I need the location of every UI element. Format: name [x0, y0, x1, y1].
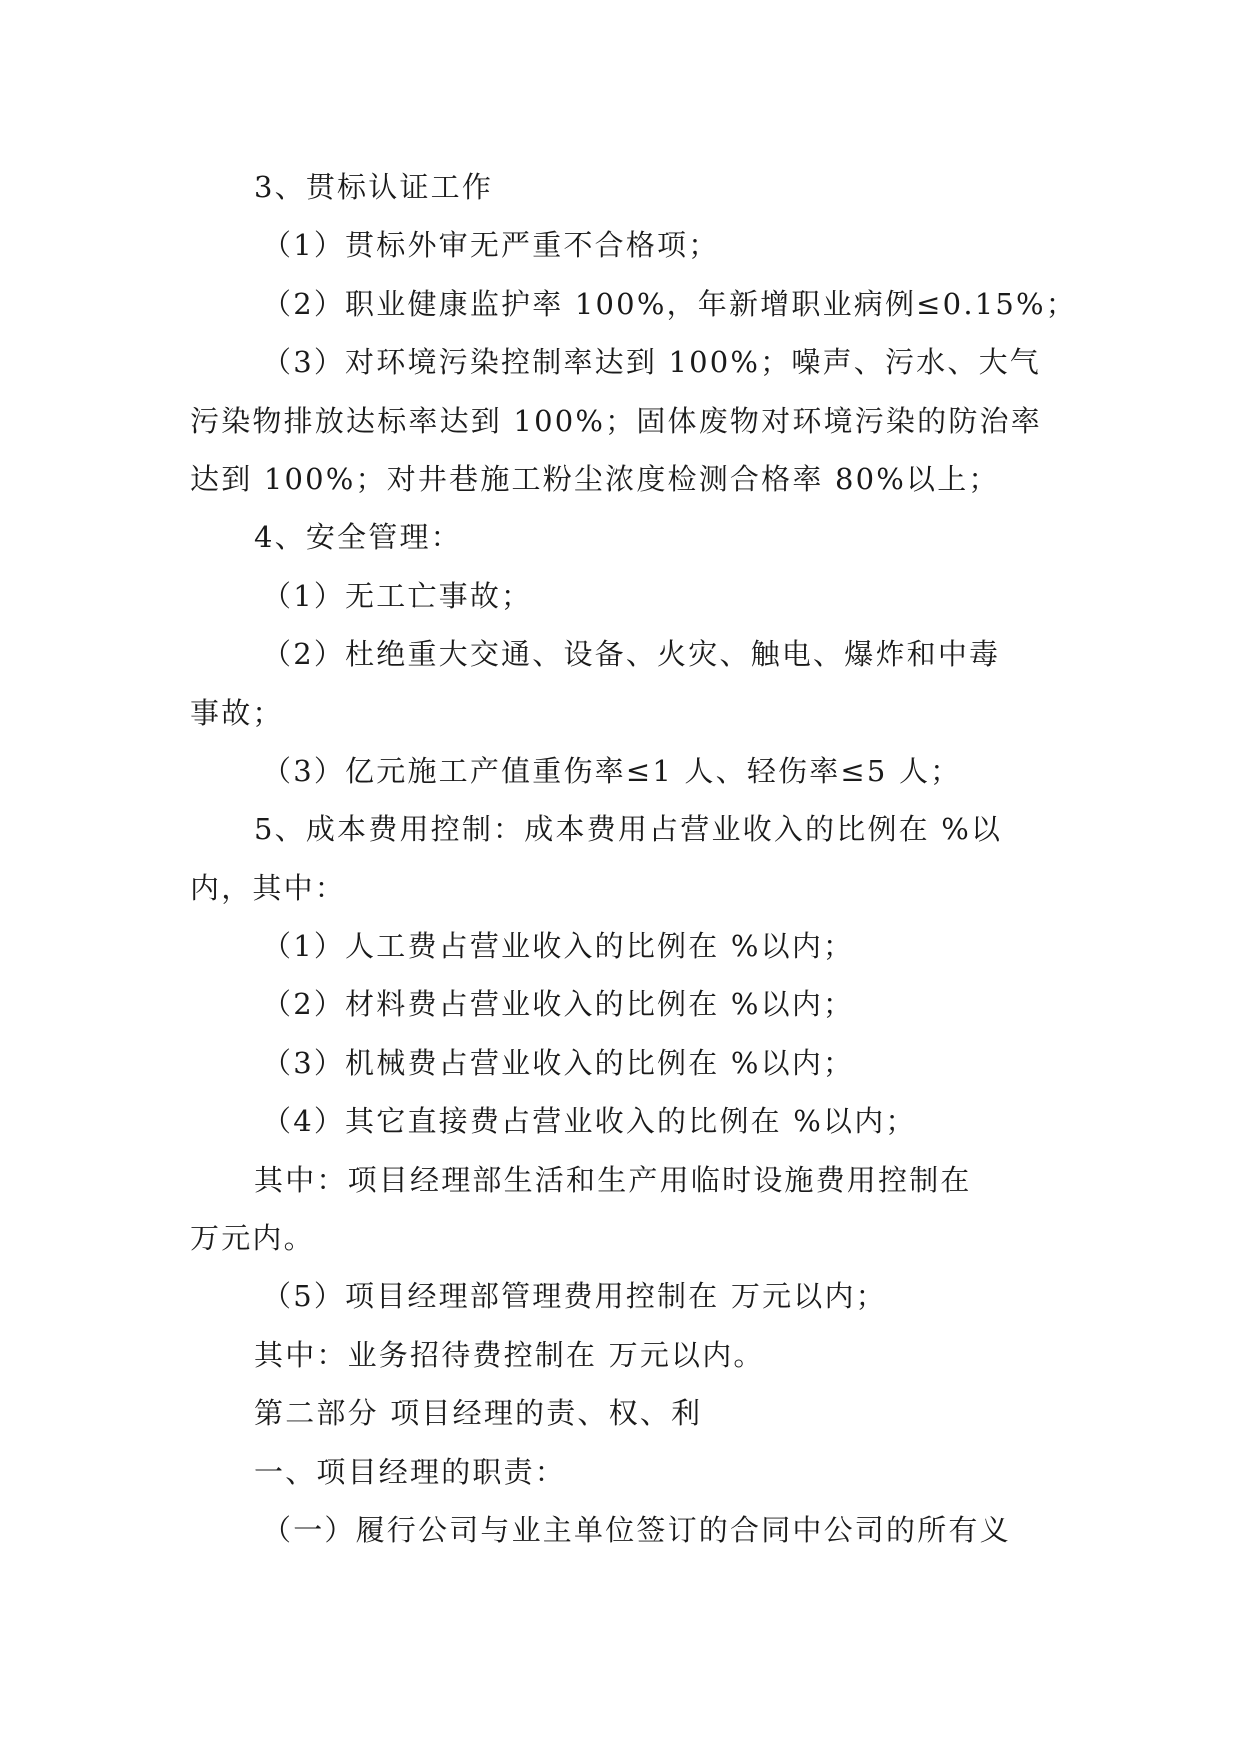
note-entertainment-fee: 其中：业务招待费控制在 万元以内。	[254, 1337, 765, 1372]
item-4-3: （3）亿元施工产值重伤率≤1 人、轻伤率≤5 人；	[262, 753, 962, 788]
section-5-continued: 内，其中：	[190, 870, 347, 905]
item-3-1: （1）贯标外审无严重不合格项；	[262, 228, 720, 263]
duty-1: （一）履行公司与业主单位签订的合同中公司的所有义	[262, 1512, 1011, 1547]
section-3-heading: 3、贯标认证工作	[254, 170, 494, 204]
section-5-heading: 5、成本费用控制：成本费用占营业收入的比例在 %以	[254, 812, 1003, 847]
item-5-3: （3）机械费占营业收入的比例在 %以内；	[262, 1045, 855, 1080]
document-body	[190, 158, 1078, 1559]
note-temporary-facilities: 其中：项目经理部生活和生产用临时设施费用控制在	[254, 1162, 972, 1197]
item-4-2-continued: 事故；	[190, 695, 284, 730]
item-3-3-continued: 污染物排放达标率达到 100%；固体废物对环境污染的防治率	[190, 403, 1042, 438]
item-5-5: （5）项目经理部管理费用控制在 万元以内；	[262, 1279, 887, 1314]
note-temporary-facilities-continued: 万元内。	[190, 1221, 315, 1256]
item-4-2: （2）杜绝重大交通、设备、火灾、触电、爆炸和中毒	[262, 637, 1001, 672]
part-2-heading: 第二部分 项目经理的责、权、利	[254, 1396, 703, 1431]
section-4-heading: 4、安全管理：	[254, 520, 462, 555]
item-3-2: （2）职业健康监护率 100%，年新增职业病例≤0.15%；	[262, 286, 1078, 321]
item-5-2: （2）材料费占营业收入的比例在 %以内；	[262, 987, 855, 1022]
item-3-3: （3）对环境污染控制率达到 100%；噪声、污水、大气	[262, 345, 1041, 380]
item-4-1: （1）无工亡事故；	[262, 578, 533, 613]
duties-heading: 一、项目经理的职责：	[254, 1454, 567, 1489]
item-3-3-continued: 达到 100%；对井巷施工粉尘浓度检测合格率 80%以上；	[190, 461, 1000, 496]
item-5-4: （4）其它直接费占营业收入的比例在 %以内；	[262, 1104, 917, 1139]
item-5-1: （1）人工费占营业收入的比例在 %以内；	[262, 929, 855, 964]
